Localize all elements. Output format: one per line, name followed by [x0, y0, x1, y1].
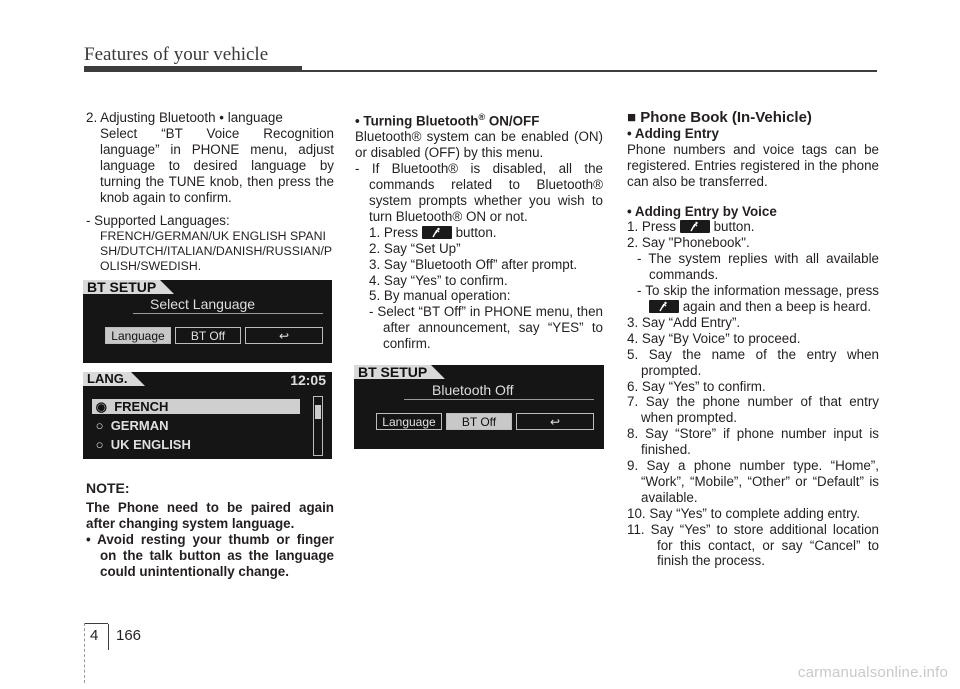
step-2: 2. Say "Phonebook".: [627, 235, 750, 251]
step-4: 4. Say “By Voice” to proceed.: [627, 330, 801, 346]
back-button[interactable]: ↩: [516, 413, 594, 430]
lang-option-french[interactable]: ◉ FRENCH: [92, 399, 300, 414]
step-3: 3. Say “Bluetooth Off” after prompt.: [369, 256, 578, 272]
step-8: 8. Say “Store” if phone number input is finished.: [627, 426, 879, 458]
step-6: 6. Say “Yes” to confirm.: [627, 378, 766, 394]
step-5: 5. By manual operation:: [369, 288, 511, 304]
screen-bt-setup-bluetooth-off: [354, 365, 604, 449]
talk-button-icon: [422, 226, 452, 239]
bt-off-button[interactable]: BT Off: [175, 327, 241, 344]
column-1: [86, 110, 334, 274]
clock: 12:05: [290, 372, 326, 388]
header-rule-thin: [302, 70, 877, 72]
step-5: 5. Say the name of the entry when prompted.: [627, 346, 879, 378]
step-7: 7. Say the phone number of that entry when prompted.: [627, 394, 879, 426]
step-10: 10. Say “Yes” to complete adding entry.: [627, 505, 860, 521]
step-5-sub: - Select “BT Off” in PHONE menu, then after announcement, say “YES” to confirm.: [369, 304, 603, 352]
bt-onoff-heading: • Turning Bluetooth® ON/OFF: [355, 112, 540, 129]
screen-bt-setup-select-language: [83, 280, 332, 363]
step-2-sub-a: - The system replies with all available commands.: [637, 251, 879, 283]
footer-guide-line: [84, 623, 86, 683]
supported-title: - Supported Languages:: [86, 213, 230, 229]
radio-icon: ○: [92, 437, 111, 452]
step-2-sub-b: - To skip the information message, press again and then a beep is heard.: [637, 283, 879, 314]
step-3: 3. Say “Add Entry”.: [627, 314, 741, 330]
step-11: 11. Say “Yes” to store additional location for this contact, or say “Cancel” to finish the process.: [627, 521, 879, 569]
chapter-number: 4: [90, 627, 99, 644]
scrollbar[interactable]: [313, 396, 323, 456]
screen-header: LANG.: [83, 372, 131, 386]
language-button[interactable]: Language: [376, 413, 442, 430]
scrollbar-thumb[interactable]: [315, 405, 321, 419]
page-number: 166: [116, 627, 142, 644]
talk-button-icon: [680, 220, 710, 233]
radio-icon: ○: [92, 418, 111, 433]
item2-title: 2. Adjusting Bluetooth • language: [86, 110, 283, 125]
screen-header: BT SETUP: [83, 280, 160, 294]
screen-divider: [133, 313, 323, 314]
step-9: 9. Say a phone number type. “Home”, “Work”, “Mobile”, “Other” or “Default” is available.: [627, 458, 879, 505]
note-block: [86, 481, 334, 579]
adding-entry-body: Phone numbers and voice tags can be registered. Entries registered in the phone can also be transferred.: [627, 141, 879, 189]
lang-option-uk-english[interactable]: ○ UK ENGLISH: [92, 437, 191, 452]
header-rule: [84, 66, 302, 72]
note-bullet: • Avoid resting your thumb or finger on the talk button as the language could unintentionally change.: [86, 531, 334, 579]
note-line: The Phone need to be paired again after changing system language.: [86, 499, 334, 531]
footer-divider: [108, 624, 109, 650]
bt-off-button[interactable]: BT Off: [446, 413, 512, 430]
talk-button-icon: [649, 300, 679, 313]
radio-selected-icon: ◉: [92, 399, 115, 414]
step-4: 4. Say “Yes” to confirm.: [369, 272, 508, 288]
section-heading: ■ Phone Book (In-Vehicle): [627, 109, 812, 126]
screen-divider: [404, 399, 594, 400]
bt-onoff-intro: Bluetooth® system can be enabled (ON) or disabled (OFF) by this menu.: [355, 129, 603, 161]
step-2: 2. Say “Set Up”: [369, 240, 461, 256]
bt-onoff-if: - If Bluetooth® is disabled, all the commands related to Bluetooth® system prompts whether you wish to turn Bluetooth® ON or not.: [355, 161, 603, 224]
back-button[interactable]: ↩: [245, 327, 323, 344]
note-heading: NOTE:: [86, 480, 130, 496]
item2-body: Select “BT Voice Recognition language” in PHONE menu, adjust language to desired language by turning the TUNE knob, then press the knob again to confirm.: [100, 125, 334, 205]
column-3: [627, 110, 879, 569]
page-header-title: Features of your vehicle: [84, 44, 269, 65]
step-1: 1. Press button.: [369, 224, 497, 240]
adding-entry-heading: • Adding Entry: [627, 125, 719, 141]
watermark: carmanualsonline.info: [797, 664, 948, 681]
by-voice-heading: • Adding Entry by Voice: [627, 203, 777, 219]
lang-option-german[interactable]: ○ GERMAN: [92, 418, 169, 433]
screen-title: Select Language: [150, 296, 256, 312]
supported-list: FRENCH/GERMAN/UK ENGLISH SPANISH/DUTCH/ITALIAN/DANISH/RUSSIAN/POLISH/SWEDISH.: [100, 229, 333, 274]
language-button[interactable]: Language: [105, 327, 171, 344]
screen-lang-list: [83, 372, 332, 459]
screen-title: Bluetooth Off: [432, 382, 514, 398]
column-2: [355, 110, 603, 352]
footer-rule: [84, 623, 108, 624]
screen-header: BT SETUP: [354, 365, 431, 379]
step-1: 1. Press button.: [627, 219, 755, 235]
